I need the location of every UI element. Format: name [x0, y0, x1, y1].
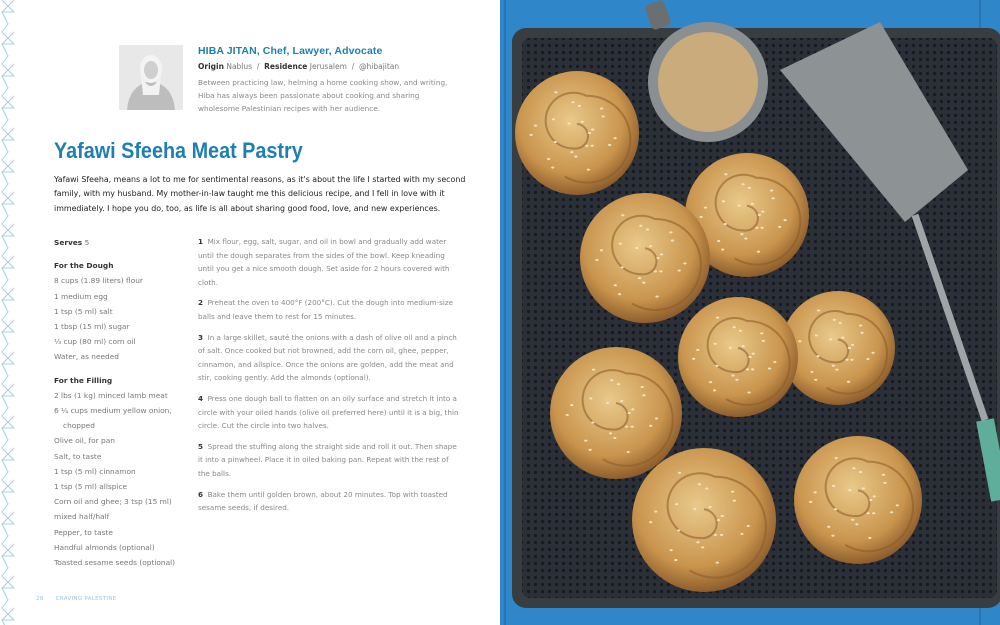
ingredient-item: 1 tsp (5 ml) cinnamon: [54, 466, 136, 476]
ingredient-item: 2 lbs (1 kg) minced lamb meat: [54, 390, 168, 400]
residence-label: Residence: [264, 62, 308, 71]
page-footer: [36, 596, 126, 602]
book-title: CRAVING PALESTINE: [55, 596, 117, 602]
method-step: [198, 296, 460, 323]
ingredient-item: 1 tsp (5 ml) salt: [54, 306, 113, 316]
pastry-pinwheel: [632, 448, 776, 592]
ingredient-item: 8 cups (1.89 liters) flour: [54, 276, 143, 286]
author-meta: Origin Nablus / Residence Jerusalem / @hibajitan: [198, 62, 400, 71]
step-number: 4: [198, 393, 204, 403]
ingredient-item: Corn oil and ghee; 3 tsp (15 ml): [54, 497, 172, 507]
step-number: 1: [198, 237, 204, 246]
author-block: [198, 45, 498, 115]
author-handle: @hibajitan: [359, 62, 400, 71]
method-steps: [198, 235, 460, 522]
serves-value: 5: [84, 238, 90, 247]
author-bio: Between practicing law, helming a home cooking show, and writing, Hiba has always been passionate about cooking and sharing wholesome Palestinian recipes with her audience.: [198, 78, 448, 113]
author-name: HIBA JITAN, Chef, Lawyer, Advocate: [198, 45, 383, 57]
ingredient-item: mixed half/half: [54, 512, 110, 522]
pastry-pinwheel: [781, 291, 895, 405]
pastry-pinwheel: [794, 436, 922, 564]
ingredient-item: ⅓ cup (80 ml) corn oil: [54, 337, 136, 347]
filling-heading: For the Filling: [54, 375, 113, 385]
decorative-border-pattern: [0, 0, 18, 625]
author-photo: [119, 45, 183, 110]
ingredient-item: Salt, to taste: [54, 451, 102, 461]
ingredient-item: 1 tbsp (15 ml) sugar: [54, 322, 130, 332]
step-number: 2: [198, 298, 204, 308]
origin-label: Origin: [198, 62, 224, 71]
pastry-pinwheel: [678, 297, 798, 417]
method-step: [198, 331, 460, 385]
dough-list: [54, 273, 194, 364]
ingredient-item: Toasted sesame seeds (optional): [54, 558, 176, 568]
recipe-title: Yafawi Sfeeha Meat Pastry: [54, 138, 303, 163]
ingredient-item: 1 medium egg: [54, 291, 108, 301]
serves-label: Serves: [54, 238, 83, 247]
recipe-intro: Yafawi Sfeeha, means a lot to me for sentimental reasons, as it's about the life I started with my second family, with my husband. My mother-in-law taught me this delicious recipe, and I fell in love with it immediately. I hope you do, too, as life is all about sharing good food, love, and new experiences.: [54, 175, 466, 213]
ingredient-item: Handful almonds (optional): [54, 542, 155, 552]
method-step: [198, 235, 460, 289]
page-number: 28: [36, 596, 44, 602]
method-step: [198, 392, 460, 433]
step-text: In a large skillet, sauté the onions with a dash of olive oil and a pinch of salt. Once cooked but not browned, add the corn oil, ghee, pepper, cinnamon, and allspice. Once the onions are golden, add the meat and stir, cooking gently. Add the almonds (optional).: [198, 332, 457, 383]
pastry-pinwheel: [515, 71, 639, 195]
step-text: Bake them until golden brown, about 20 minutes. Top with toasted sesame seeds, if desired.: [198, 489, 448, 513]
step-number: 6: [198, 489, 204, 499]
residence-value: Jerusalem: [309, 62, 347, 71]
pastry-pinwheel: [550, 347, 682, 479]
origin-value: Nablus: [226, 62, 253, 71]
ingredient-item: 1 tsp (5 ml) allspice: [54, 482, 128, 492]
ingredient-item: Water, as needed: [54, 352, 119, 362]
filling-list: [54, 388, 194, 570]
method-step: [198, 440, 460, 481]
step-text: Preheat the oven to 400°F (200°C). Cut the dough into medium-size balls and leave them to rest for 15 minutes.: [198, 298, 454, 321]
ingredient-item: 6 ¼ cups medium yellow onion,: [54, 406, 172, 416]
ingredient-item: Olive oil, for pan: [54, 436, 115, 446]
ingredient-item: Pepper, to taste: [54, 527, 113, 537]
method-step: [198, 488, 460, 515]
ingredients: [54, 235, 194, 570]
step-text: Spread the stuffing along the straight side and roll it out. Then shape it into a pinwheel. Place it in oiled baking pan. Repeat with the rest of the balls.: [198, 441, 457, 478]
step-text: Mix flour, egg, salt, sugar, and oil in bowl and gradually add water until the dough separates from the sides of the bowl. Keep kneading until you get a nice smooth dough. Set aside for 2 hours covered with cloth.: [198, 237, 450, 287]
step-text: Press one dough ball to flatten on an oily surface and stretch it into a circle with your oiled hands (olive oil preferred here) until it is a big, thin circle. Cut the circle into two halves.: [198, 393, 459, 431]
pastry-pinwheel: [580, 193, 710, 323]
step-number: 5: [198, 441, 204, 451]
dough-heading: For the Dough: [54, 261, 114, 271]
recipe-photo: [500, 0, 1000, 625]
ingredient-item: chopped: [63, 421, 95, 431]
step-number: 3: [198, 332, 204, 342]
